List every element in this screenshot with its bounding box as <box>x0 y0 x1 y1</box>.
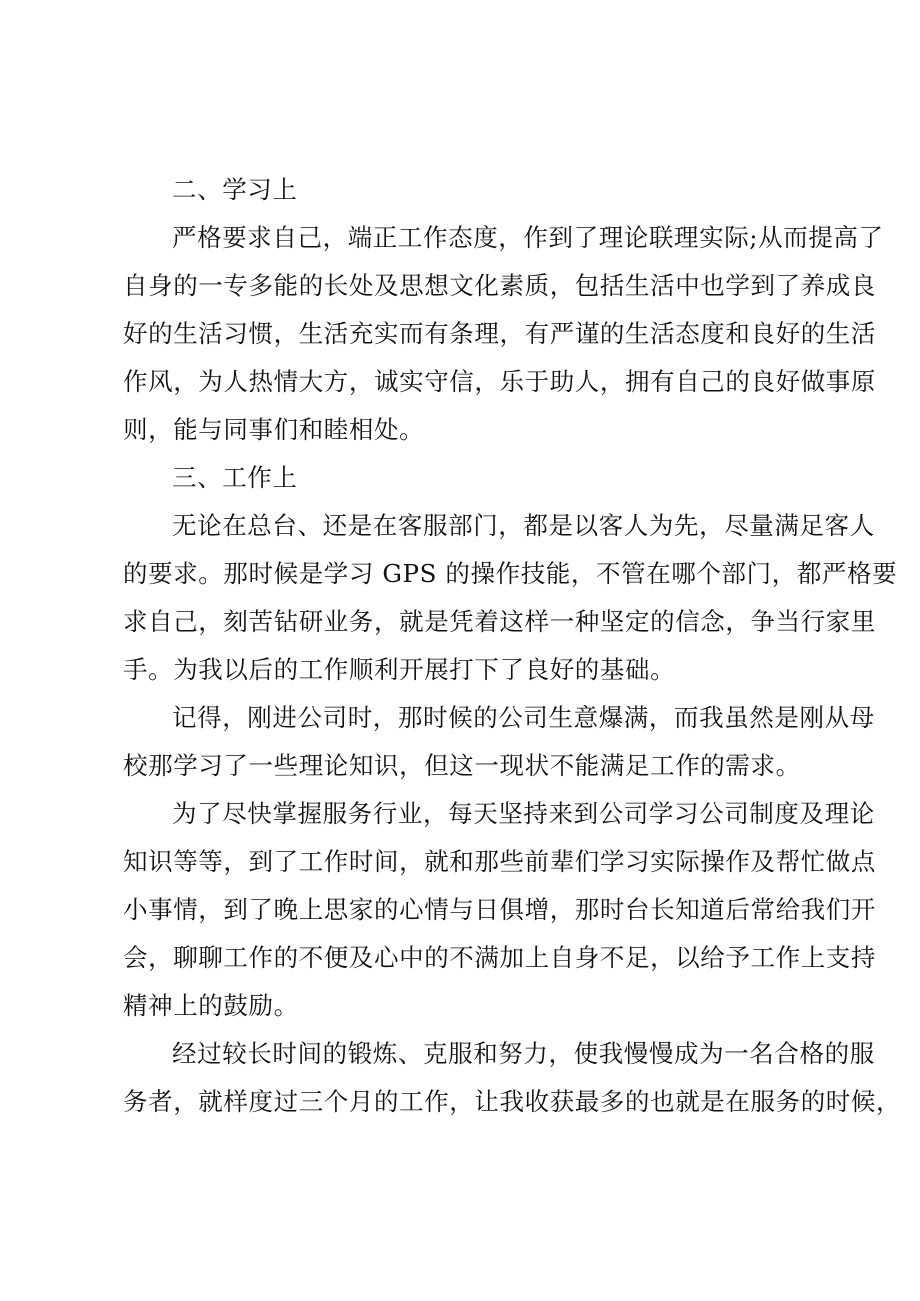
paragraph-line: 的要求。那时候是学习 GPS 的操作技能，不管在哪个部门，都严格要 <box>123 559 898 588</box>
paragraph-line: 好的生活习惯，生活充实而有条理，有严谨的生活态度和良好的生活 <box>123 319 876 348</box>
paragraph-line: 则，能与同事们和睦相处。 <box>123 415 425 444</box>
heading-study: 二、学习上 <box>172 175 298 204</box>
paragraph-line: 务者，就样度过三个月的工作，让我收获最多的也就是在服务的时候， <box>123 1087 902 1116</box>
paragraph-line: 求自己，刻苦钻研业务，就是凭着这样一种坚定的信念，争当行家里 <box>123 607 876 636</box>
paragraph-line: 经过较长时间的锻炼、克服和努力，使我慢慢成为一名合格的服 <box>172 1039 875 1068</box>
paragraph-line: 精神上的鼓励。 <box>123 991 299 1020</box>
paragraph-line: 知识等等，到了工作时间，就和那些前辈们学习实际操作及帮忙做点 <box>123 847 876 876</box>
paragraph-line: 自身的一专多能的长处及思想文化素质，包括生活中也学到了养成良 <box>123 271 876 300</box>
paragraph-line: 记得，刚进公司时，那时候的公司生意爆满，而我虽然是刚从母 <box>172 703 875 732</box>
paragraph-line: 小事情，到了晚上思家的心情与日俱增，那时台长知道后常给我们开 <box>123 895 876 924</box>
paragraph-line: 校那学习了一些理论知识，但这一现状不能满足工作的需求。 <box>123 751 801 780</box>
paragraph-line: 手。为我以后的工作顺利开展打下了良好的基础。 <box>123 655 676 684</box>
paragraph-line: 为了尽快掌握服务行业，每天坚持来到公司学习公司制度及理论 <box>172 799 875 828</box>
paragraph-line: 无论在总台、还是在客服部门，都是以客人为先，尽量满足客人 <box>172 511 875 540</box>
paragraph-line: 严格要求自己，端正工作态度，作到了理论联理实际;从而提高了 <box>172 223 884 252</box>
paragraph-line: 会，聊聊工作的不便及心中的不满加上自身不足，以给予工作上支持 <box>123 943 876 972</box>
paragraph-line: 作风，为人热情大方，诚实守信，乐于助人，拥有自己的良好做事原 <box>123 367 876 396</box>
heading-work: 三、工作上 <box>172 463 298 492</box>
